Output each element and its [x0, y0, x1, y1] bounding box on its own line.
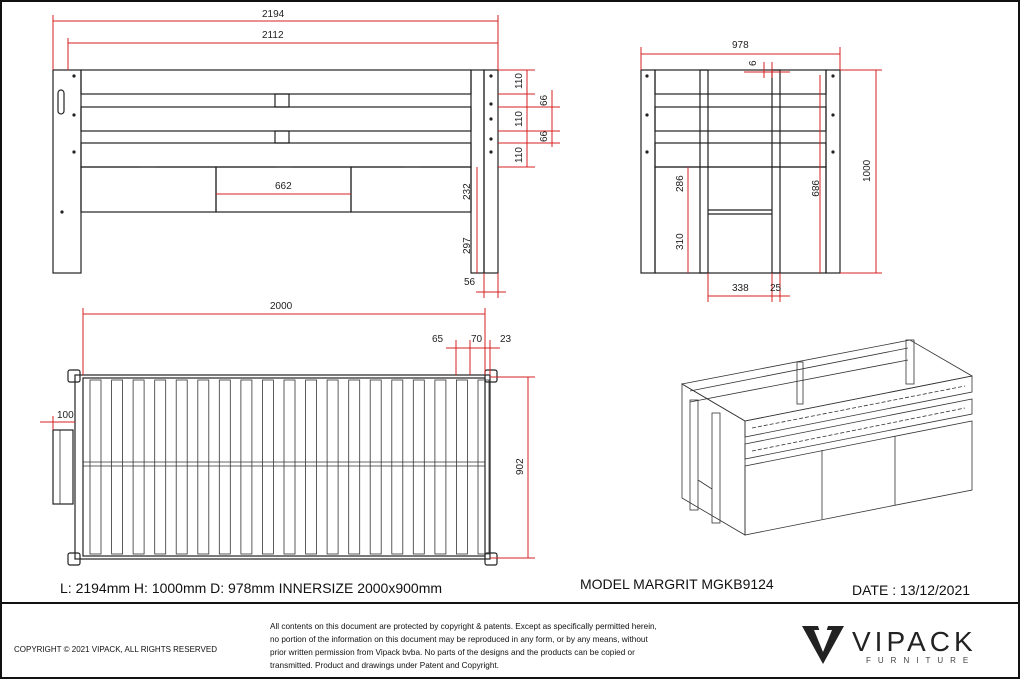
side-post-right: [826, 70, 840, 273]
dim-leg-width: 56: [464, 277, 476, 288]
side-view: [641, 40, 882, 302]
side-rail-top: [655, 70, 826, 94]
slat: [306, 380, 317, 554]
slat: [112, 380, 123, 554]
iso-front-lower: [745, 421, 972, 535]
slat: [435, 380, 446, 554]
slat: [219, 380, 230, 554]
slat: [90, 380, 101, 554]
dim-post-offset-3: 23: [500, 334, 512, 345]
dim-slat-length: 2000: [270, 301, 293, 312]
drawer-right: [351, 167, 471, 212]
front-rail-top: [81, 70, 471, 94]
dim-ladder-depth: 100: [57, 410, 74, 421]
slat: [478, 380, 489, 554]
notice-line: no portion of the information on this document may be reproduced in any form, or by any means, without: [270, 635, 648, 644]
isometric-view: [682, 340, 972, 535]
dim-rail-bottom: 110: [514, 147, 525, 163]
front-center-block-2: [275, 131, 289, 143]
copyright-text: COPYRIGHT © 2021 VIPACK, ALL RIGHTS RESERVED: [14, 645, 217, 654]
iso-side-panel: [682, 384, 745, 535]
notice-line: prior written permission from Vipack bvba. No parts of the designs and the products can be copied or: [270, 648, 635, 657]
front-view: [53, 9, 560, 298]
dim-rail-top: 110: [514, 73, 525, 89]
top-view: [40, 301, 535, 565]
iso-top-outline: [682, 340, 972, 421]
dim-ladder-post: 25: [770, 283, 782, 294]
slat: [413, 380, 424, 554]
front-handle-slot: [58, 90, 64, 114]
model-name: MODEL MARGRIT MGKB9124: [580, 576, 774, 592]
slats-group: [90, 380, 489, 554]
dim-drawer-width: 662: [275, 181, 292, 192]
front-rail-bottom: [81, 143, 471, 167]
slat: [262, 380, 273, 554]
dim-inner-width: 902: [515, 458, 526, 475]
dim-rail-mid: 110: [514, 111, 525, 127]
dim-top-gap: 6: [748, 60, 759, 66]
dim-ladder-width: 338: [732, 283, 749, 294]
slat: [284, 380, 295, 554]
dim-floor-clearance: 297: [462, 237, 473, 254]
slat: [456, 380, 467, 554]
side-rail-bottom: [655, 143, 826, 167]
drawing-date: DATE : 13/12/2021: [852, 582, 971, 598]
iso-center-post: [797, 362, 803, 404]
vipack-logo: [800, 622, 990, 668]
side-post-left: [641, 70, 655, 273]
iso-ladder-left: [690, 400, 698, 510]
side-rail-middle: [655, 107, 826, 131]
ladder-post-right: [772, 70, 780, 273]
dim-ladder-lower: 310: [675, 233, 686, 250]
slat: [392, 380, 403, 554]
dim-post-offset-1: 65: [432, 334, 444, 345]
slat: [198, 380, 209, 554]
front-left-post: [53, 70, 81, 273]
slat: [327, 380, 338, 554]
dim-drawer-height: 232: [462, 183, 473, 200]
logo-subtitle: FURNITURE: [866, 656, 976, 665]
dim-overall-length: 2194: [262, 9, 285, 20]
ladder-top-view: [53, 430, 73, 504]
slat: [241, 380, 252, 554]
spec-line: L: 2194mm H: 1000mm D: 978mm INNERSIZE 2000x900mm: [60, 580, 443, 596]
front-right-post-outer: [484, 70, 498, 273]
iso-ladder-right: [712, 413, 720, 523]
logo-word: VIPACK: [852, 626, 977, 657]
iso-back-post: [906, 340, 914, 384]
dim-inner-length: 2112: [262, 30, 284, 41]
dim-rail-gap-1: 66: [539, 94, 550, 106]
dim-rail-gap-2: 66: [539, 130, 550, 142]
front-center-block-1: [275, 94, 289, 107]
slat: [349, 380, 360, 554]
dim-inner-height: 989: [809, 180, 820, 197]
corner-post-tl: [68, 370, 80, 382]
front-rail-middle: [81, 107, 471, 131]
logo-mark-icon: [800, 622, 846, 668]
notice-line: All contents on this document are protected by copyright & patents. Except as specifically permitted herein,: [270, 622, 657, 631]
iso-front-rail-2: [745, 399, 972, 459]
ladder-post-left: [700, 70, 708, 273]
drawer-left: [81, 167, 216, 212]
dim-post-offset-2: 70: [471, 334, 483, 345]
dim-overall-depth: 978: [732, 40, 749, 51]
top-frame: [75, 375, 490, 559]
legal-notice: [270, 620, 730, 672]
dim-overall-height: 1000: [862, 159, 873, 182]
slat: [155, 380, 166, 554]
notice-line: transmitted. Product and drawings under Patent and Copyright.: [270, 661, 499, 670]
slat: [370, 380, 381, 554]
dim-ladder-upper: 286: [675, 175, 686, 192]
slat: [133, 380, 144, 554]
slat: [176, 380, 187, 554]
